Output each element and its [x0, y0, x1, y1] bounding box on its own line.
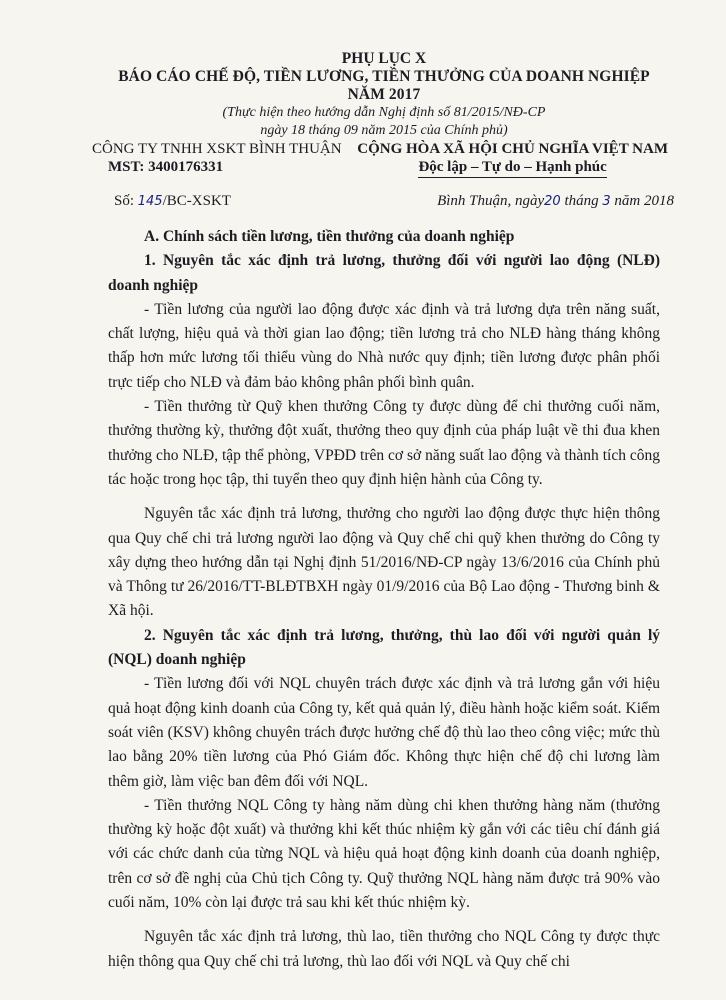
date-day-handwritten: 20: [544, 194, 561, 209]
section-2-paragraph-2: - Tiền thưởng NQL Công ty hàng năm dùng chi khen thưởng hàng năm (thưởng thường kỳ hoặc đột xuất) và thưởng khi kết thúc nhiệm kỳ gắn với các tiêu chí đánh giá với các chức danh của từng NQL và hiệu quả hoạt động kinh doanh của doanh nghiệp, trên cơ sở đề nghị của Chủ tịch Công ty. Quỹ thưởng NQL hàng năm được trả 90% vào cuối năm, 10% còn lại được trả sau khi kết thúc nhiệm kỳ.: [108, 796, 660, 912]
report-title: BÁO CÁO CHẾ ĐỘ, TIỀN LƯƠNG, TIỀN THƯỞNG CỦA DOANH NGHIỆP: [118, 68, 650, 85]
ref-number-handwritten: 145: [137, 194, 163, 209]
place-date-suffix: năm 2018: [610, 193, 674, 209]
ref-suffix: /BC-XSKT: [162, 193, 231, 209]
header-block: [92, 140, 668, 178]
place-date-prefix: Bình Thuận, ngày: [437, 193, 545, 209]
document-number: [114, 192, 231, 211]
ref-prefix: Số:: [114, 193, 138, 209]
guidance-line-1: (Thực hiện theo hướng dẫn Nghị định số 81/2015/NĐ-CP: [222, 105, 546, 120]
section-2-heading: 2. Nguyên tắc xác định trả lương, thưởng, thù lao đối với người quản lý (NQL) doanh nghiệp: [108, 626, 660, 669]
tax-code: MST: 3400176331: [108, 159, 224, 175]
country-name: CỘNG HÒA XÃ HỘI CHỦ NGHĨA VIỆT NAM: [357, 141, 668, 157]
guidance-line-2: ngày 18 tháng 09 năm 2015 của Chính phủ): [260, 123, 508, 138]
company-name: CÔNG TY TNHH XSKT BÌNH THUẬN: [92, 141, 342, 157]
section-2-paragraph-3: Nguyên tắc xác định trả lương, thù lao, tiền thưởng cho NQL Công ty được thực hiện thông qua Quy chế chi trả lương, thù lao đối với NQL và Quy chế chi: [108, 928, 660, 970]
section-1-paragraph-1: - Tiền lương của người lao động được xác định và trả lương dựa trên năng suất, chất lượng, hiệu quả và thời gian lao động; tiền lương trả cho NLĐ hàng tháng không thấp hơn mức lương tối thiểu vùng do Nhà nước quy định; tiền lương được phân phối trực tiếp cho NLĐ và đảm bảo không phân phối bình quân.: [108, 300, 660, 391]
section-1-paragraph-2: - Tiền thưởng từ Quỹ khen thưởng Công ty được dùng để chi thưởng cuối năm, thưởng thường kỳ, thưởng đột xuất, thưởng theo quy định của pháp luật về thi đua khen thưởng cho NLĐ, tập thể phòng, VPĐD trên cơ sở năng suất lao động và thành tích công tác hoặc trong học tập, thi tuyển theo quy định hiện hành của Công ty.: [108, 398, 660, 488]
national-motto: Độc lập – Tự do – Hạnh phúc: [418, 158, 606, 178]
issuer-block: [92, 140, 342, 178]
section-2-paragraph-1: - Tiền lương đối với NQL chuyên trách được xác định và trả lương gắn với hiệu quả hoạt động kinh doanh của Công ty, kết quả quản lý, điều hành hoặc kiểm soát. Kiểm soát viên (KSV) không chuyên trách được hưởng chế độ thù lao theo công việc; mức thù lao bằng 20% tiền lương của Phó Giám đốc. Không thực hiện chế độ chi lương làm thêm giờ, làm việc ban đêm đối với NQL.: [108, 675, 660, 790]
document-body: [108, 225, 660, 974]
section-1-paragraph-3: Nguyên tắc xác định trả lương, thưởng cho người lao động được thực hiện thông qua Quy chế chi trả lương người lao động và Quy chế chi quỹ khen thưởng do Công ty xây dựng theo hướng dẫn tại Nghị định 51/2016/NĐ-CP ngày 13/6/2016 của Chính phủ và Thông tư 26/2016/TT-BLĐTBXH ngày 01/9/2016 của Bộ Lao động - Thương binh & Xã hội.: [108, 505, 660, 620]
reference-row: [108, 192, 674, 211]
national-header: [357, 140, 668, 178]
place-date-mid: tháng: [560, 193, 603, 209]
section-1-heading: 1. Nguyên tắc xác định trả lương, thưởng đối với người lao động (NLĐ) doanh nghiệp: [108, 252, 660, 294]
date-month-handwritten: 3: [602, 194, 611, 209]
appendix-label: PHỤ LỤC X: [341, 50, 427, 67]
report-year: NĂM 2017: [347, 86, 421, 103]
place-date: [437, 192, 674, 211]
section-a-heading: A. Chính sách tiền lương, tiền thưởng của doanh nghiệp: [144, 228, 515, 245]
